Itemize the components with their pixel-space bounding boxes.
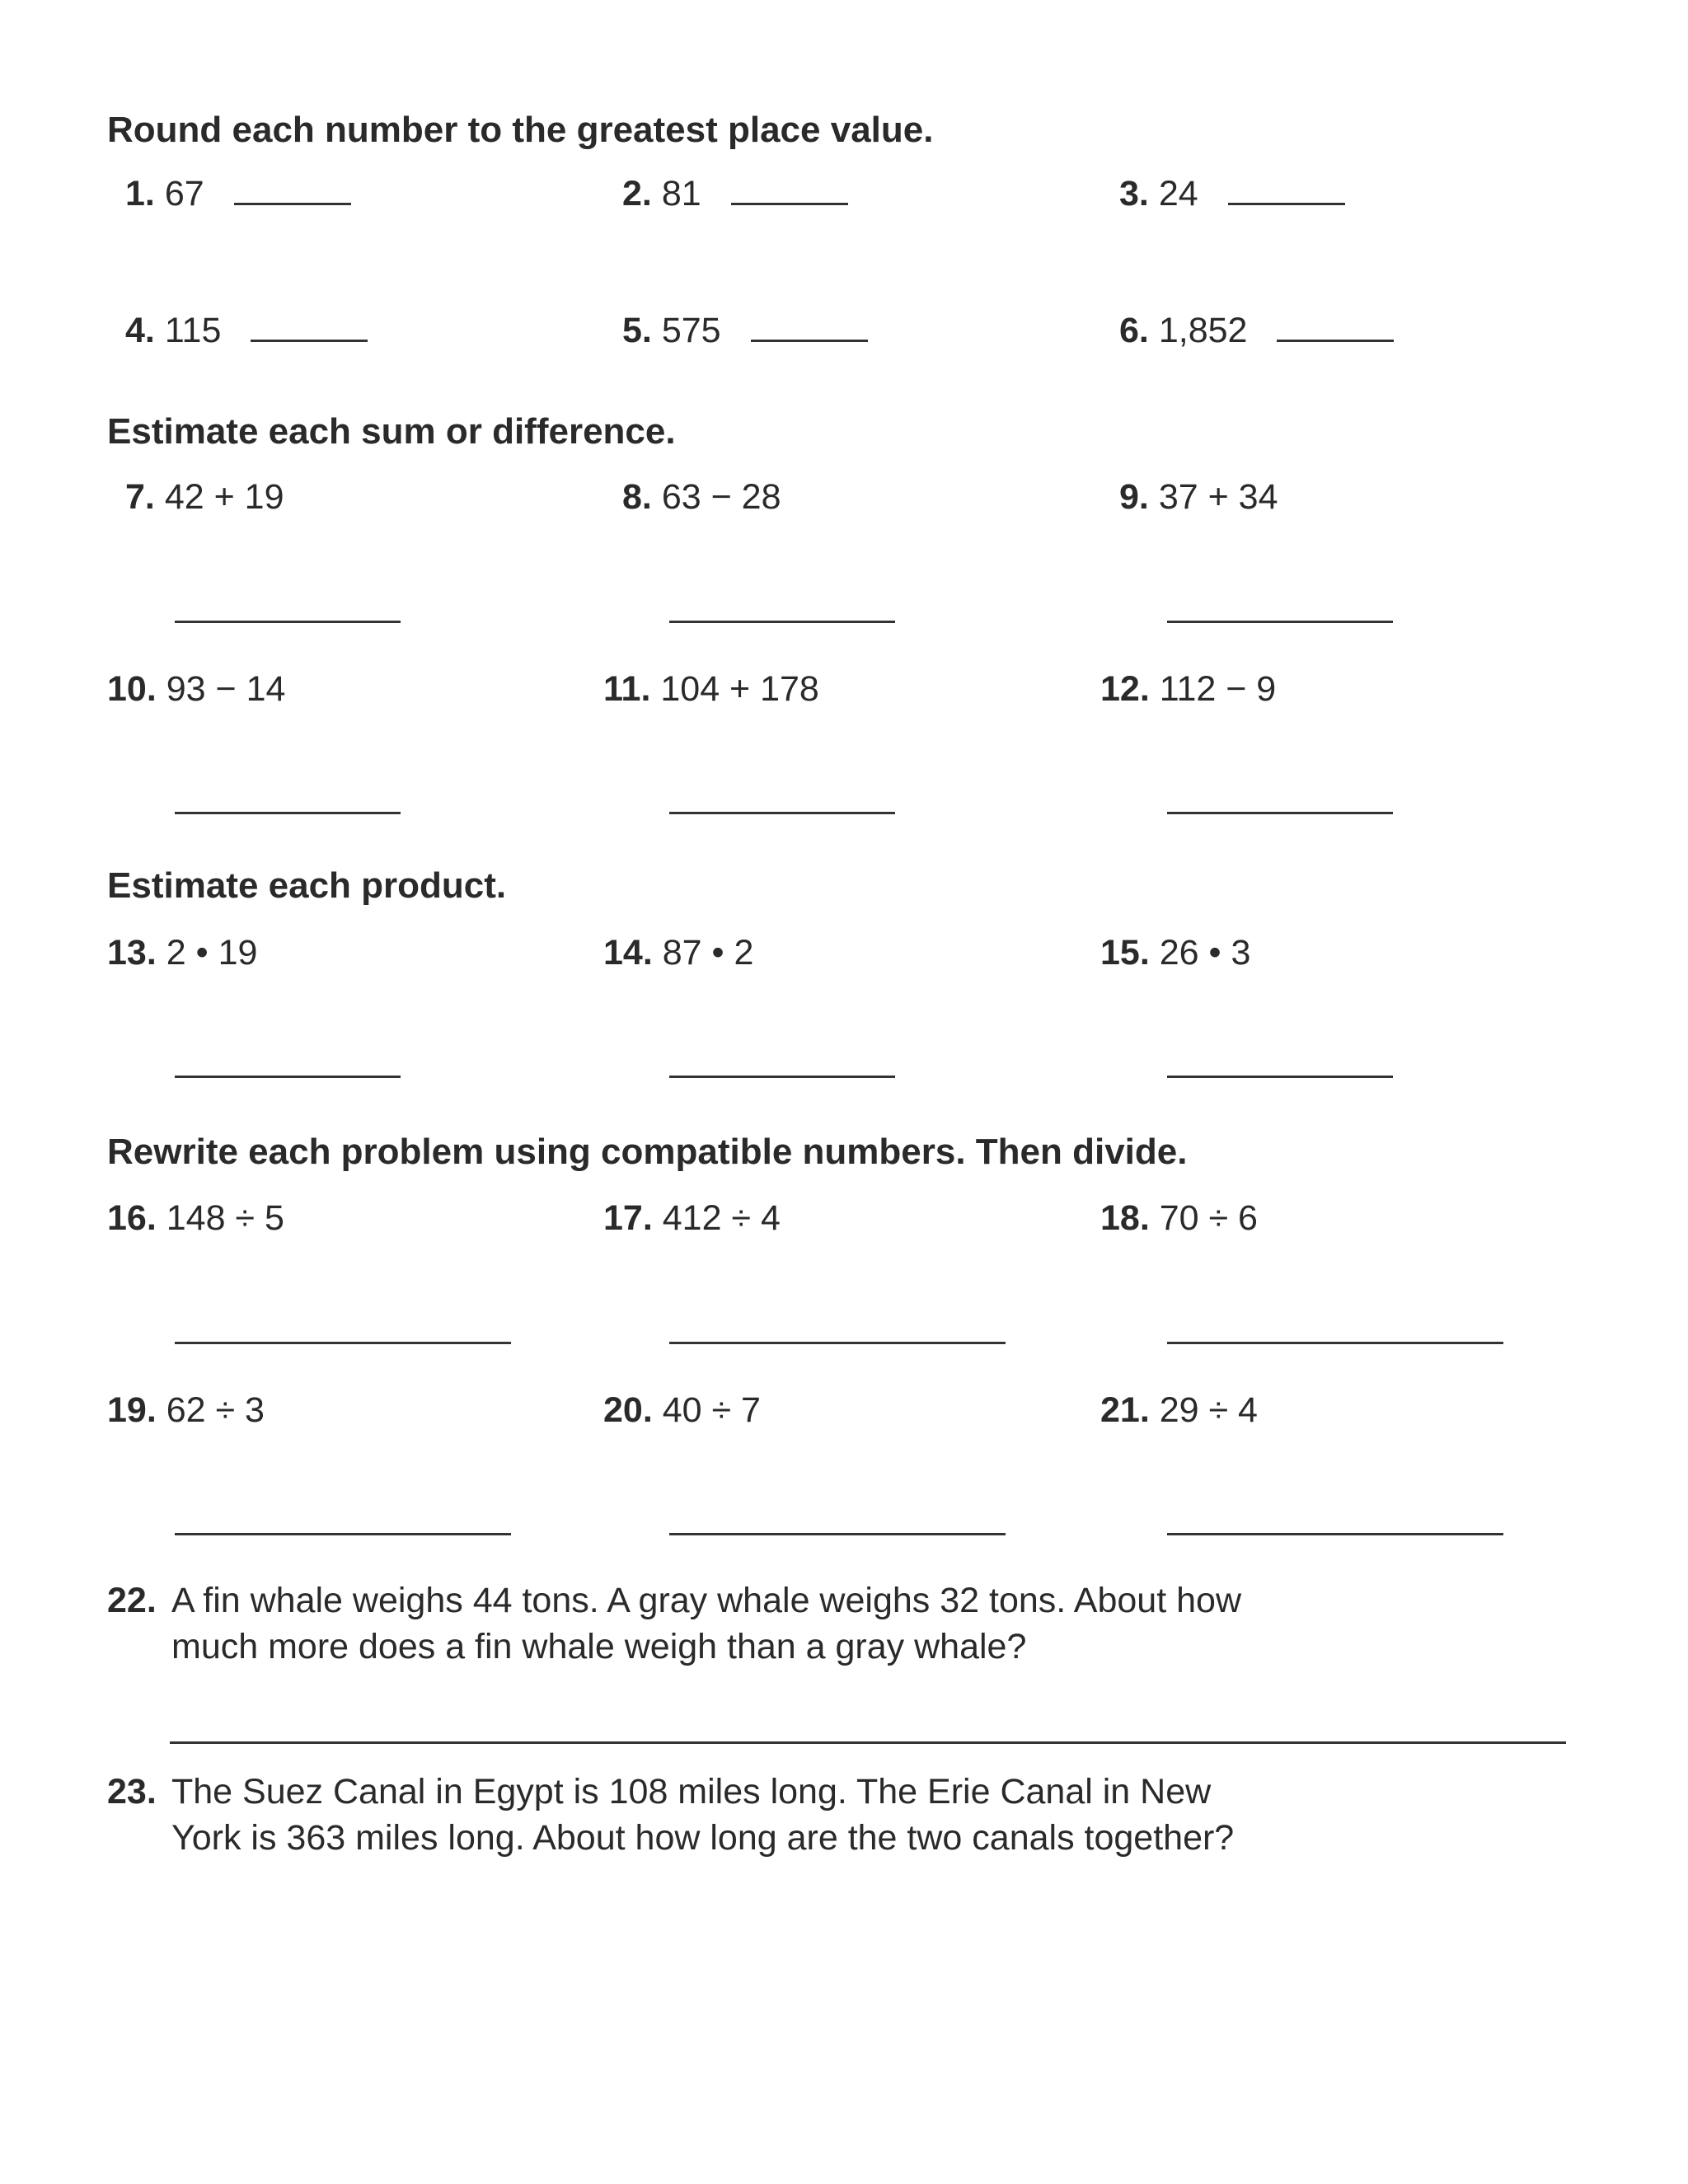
problem-expression: 24 bbox=[1158, 174, 1198, 213]
problem-21 bbox=[1100, 1390, 1258, 1430]
problem-number: 18. bbox=[1100, 1198, 1150, 1238]
problem-expression: 29 ÷ 4 bbox=[1159, 1390, 1258, 1430]
problem-expression: 104 + 178 bbox=[660, 669, 819, 709]
answer-line-12[interactable] bbox=[1167, 812, 1393, 814]
problem-number: 15. bbox=[1100, 933, 1150, 972]
problem-11 bbox=[603, 669, 819, 709]
answer-line-15[interactable] bbox=[1167, 1076, 1393, 1078]
problem-text: A fin whale weighs 44 tons. A gray whale weighs 32 tons. About how much more does a fin whale weigh than a gray whale? bbox=[171, 1581, 1241, 1666]
answer-blank[interactable] bbox=[751, 340, 868, 342]
problem-number: 8. bbox=[622, 477, 652, 517]
problem-number: 6. bbox=[1119, 311, 1149, 350]
answer-line-16[interactable] bbox=[175, 1342, 511, 1344]
answer-line-19[interactable] bbox=[175, 1533, 511, 1535]
problem-17 bbox=[603, 1198, 781, 1238]
problem-15 bbox=[1100, 935, 1250, 971]
problem-19 bbox=[107, 1390, 265, 1430]
problem-expression: 87 • 2 bbox=[662, 933, 754, 972]
problem-number: 10. bbox=[107, 669, 157, 709]
answer-line-13[interactable] bbox=[175, 1076, 401, 1078]
problem-expression: 70 ÷ 6 bbox=[1159, 1198, 1258, 1238]
problem-expression: 67 bbox=[164, 174, 204, 213]
answer-line-20[interactable] bbox=[669, 1533, 1006, 1535]
answer-blank[interactable] bbox=[731, 203, 848, 205]
heading-product: Estimate each product. bbox=[107, 865, 507, 906]
problem-13 bbox=[107, 935, 257, 971]
problem-expression: 42 + 19 bbox=[164, 477, 284, 517]
problem-text: The Suez Canal in Egypt is 108 miles long. The Erie Canal in New York is 363 miles long. About how long are the two canals together? bbox=[171, 1772, 1235, 1858]
problem-1 bbox=[125, 176, 351, 212]
problem-expression: 37 + 34 bbox=[1158, 477, 1278, 517]
problem-expression: 412 ÷ 4 bbox=[662, 1198, 781, 1238]
answer-line-22[interactable] bbox=[170, 1741, 1566, 1744]
problem-expression: 112 − 9 bbox=[1159, 669, 1277, 709]
answer-line-7[interactable] bbox=[175, 621, 401, 623]
answer-blank[interactable] bbox=[1277, 340, 1394, 342]
answer-line-9[interactable] bbox=[1167, 621, 1393, 623]
problem-number: 21. bbox=[1100, 1390, 1150, 1430]
problem-number: 5. bbox=[622, 311, 652, 350]
problem-16 bbox=[107, 1198, 284, 1238]
problem-number: 20. bbox=[603, 1390, 653, 1430]
problem-5 bbox=[622, 313, 868, 349]
problem-expression: 575 bbox=[661, 311, 721, 350]
answer-line-14[interactable] bbox=[669, 1076, 895, 1078]
problem-number: 23. bbox=[107, 1772, 157, 1811]
problem-7 bbox=[125, 477, 284, 517]
problem-number: 1. bbox=[125, 174, 155, 213]
answer-line-10[interactable] bbox=[175, 812, 401, 814]
problem-number: 14. bbox=[603, 933, 653, 972]
problem-expression: 81 bbox=[661, 174, 701, 213]
word-problem-23 bbox=[107, 1769, 1278, 1861]
problem-expression: 40 ÷ 7 bbox=[662, 1390, 761, 1430]
problem-14 bbox=[603, 935, 753, 971]
problem-number: 16. bbox=[107, 1198, 157, 1238]
answer-line-21[interactable] bbox=[1167, 1533, 1503, 1535]
problem-4 bbox=[125, 313, 368, 349]
heading-divide: Rewrite each problem using compatible numbers. Then divide. bbox=[107, 1132, 1188, 1172]
problem-number: 13. bbox=[107, 933, 157, 972]
problem-number: 7. bbox=[125, 477, 155, 517]
answer-blank[interactable] bbox=[251, 340, 368, 342]
problem-expression: 63 − 28 bbox=[661, 477, 781, 517]
problem-number: 9. bbox=[1119, 477, 1149, 517]
answer-line-8[interactable] bbox=[669, 621, 895, 623]
problem-number: 22. bbox=[107, 1581, 157, 1620]
answer-blank[interactable] bbox=[1228, 203, 1345, 205]
problem-number: 3. bbox=[1119, 174, 1149, 213]
answer-line-17[interactable] bbox=[669, 1342, 1006, 1344]
problem-expression: 148 ÷ 5 bbox=[166, 1198, 284, 1238]
problem-expression: 2 • 19 bbox=[166, 933, 258, 972]
problem-2 bbox=[622, 176, 848, 212]
problem-12 bbox=[1100, 669, 1277, 709]
problem-6 bbox=[1119, 313, 1394, 349]
problem-expression: 1,852 bbox=[1158, 311, 1248, 350]
problem-number: 11. bbox=[603, 669, 651, 709]
problem-number: 4. bbox=[125, 311, 155, 350]
problem-8 bbox=[622, 477, 781, 517]
problem-number: 19. bbox=[107, 1390, 157, 1430]
problem-9 bbox=[1119, 477, 1278, 517]
problem-number: 12. bbox=[1100, 669, 1150, 709]
heading-rounding: Round each number to the greatest place value. bbox=[107, 110, 934, 150]
problem-expression: 62 ÷ 3 bbox=[166, 1390, 265, 1430]
problem-expression: 93 − 14 bbox=[166, 669, 286, 709]
problem-expression: 26 • 3 bbox=[1159, 933, 1251, 972]
heading-sum-difference: Estimate each sum or difference. bbox=[107, 411, 676, 452]
problem-expression: 115 bbox=[164, 311, 222, 350]
answer-line-18[interactable] bbox=[1167, 1342, 1503, 1344]
word-problem-22 bbox=[107, 1577, 1278, 1670]
problem-20 bbox=[603, 1390, 761, 1430]
answer-line-11[interactable] bbox=[669, 812, 895, 814]
problem-number: 17. bbox=[603, 1198, 653, 1238]
problem-number: 2. bbox=[622, 174, 652, 213]
problem-3 bbox=[1119, 176, 1345, 212]
problem-10 bbox=[107, 669, 286, 709]
problem-18 bbox=[1100, 1198, 1258, 1238]
answer-blank[interactable] bbox=[234, 203, 351, 205]
